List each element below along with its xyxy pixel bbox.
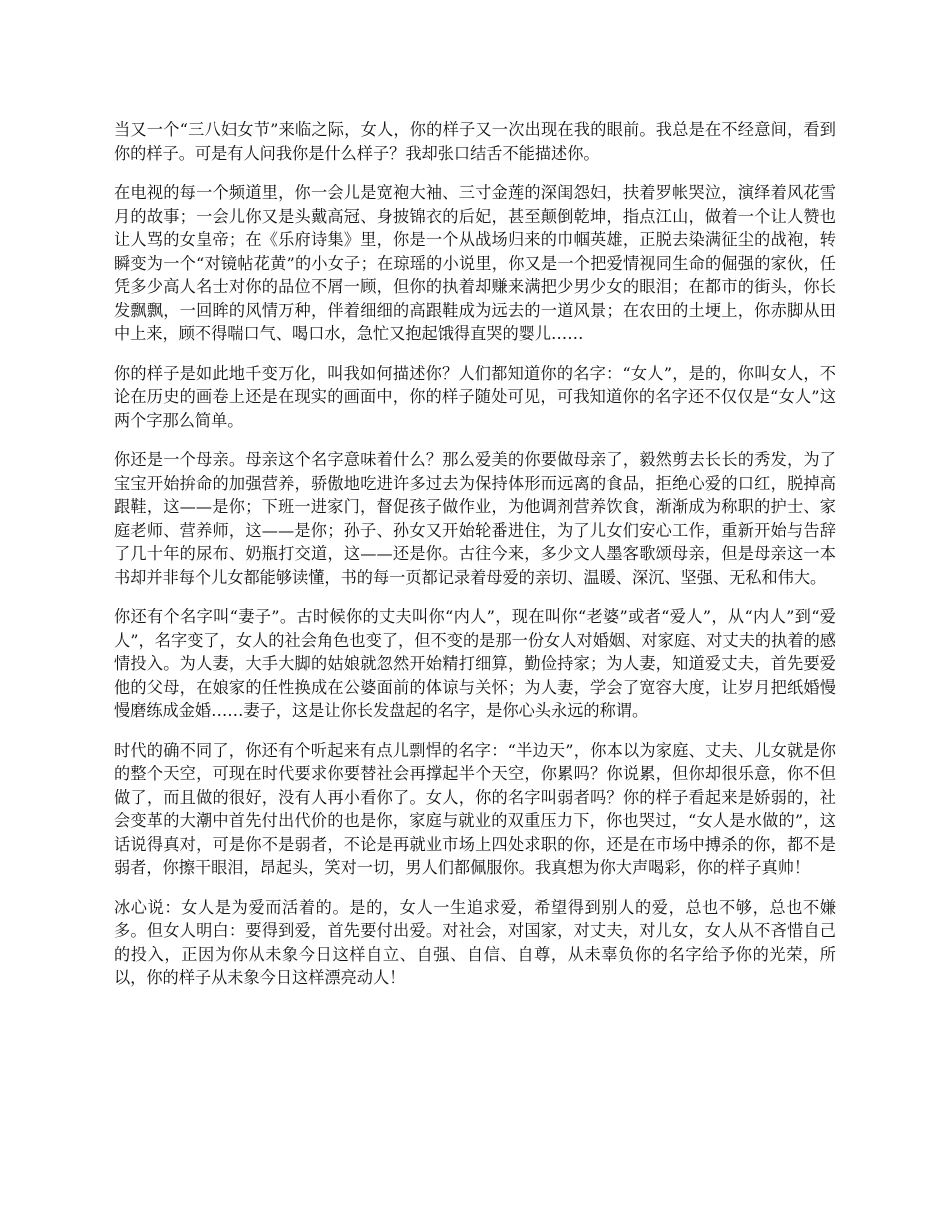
paragraph-2: 在电视的每一个频道里，你一会儿是宽袍大袖、三寸金莲的深闺怨妇，扶着罗帐哭泣，演绎着风花雪月的故事；一会儿你又是头戴高冠、身披锦衣的后妃，甚至颠倒乾坤，指点江山，做着一个让人赞也让人骂的女皇帝；在《乐府诗集》里，你是一个从战场归来的巾帼英雄，正脱去染满征尘的战袍，转瞬变为一个“对镜帖花黄”的小女子；在琼瑶的小说里，你又是一个把爱情视同生命的倔强的家伙，任凭多少高人名士对你的品位不屑一顾，但你的执着却赚来满把少男少女的眼泪；在都市的街头，你长发飘飘，一回眸的风情万种，伴着细细的高跟鞋成为远去的一道风景；在农田的土埂上，你赤脚从田中上来，顾不得喘口气、喝口水，急忙又抱起饿得直哭的婴儿…… (114, 183, 836, 343)
paragraph-1: 当又一个“三八妇女节”来临之际，女人，你的样子又一次出现在我的眼前。我总是在不经意间，看到你的样子。可是有人问我你是什么样子？我却张口结舌不能描述你。 (114, 120, 836, 163)
paragraph-6: 时代的确不同了，你还有个听起来有点儿剽悍的名字：“半边天”，你本以为家庭、丈夫、儿女就是你的整个天空，可现在时代要求你要替社会再撑起半个天空，你累吗？你说累，但你却很乐意，你不但做了，而且做的很好，没有人再小看你了。女人，你的名字叫弱者吗？你的样子看起来是娇弱的，社会变革的大潮中首先付出代价的也是你，家庭与就业的双重压力下，你也哭过，“女人是水做的”，这话说得真对，可是你不是弱者，不论是再就业市场上四处求职的你，还是在市场中搏杀的你，都不是弱者，你擦干眼泪，昂起头，笑对一切，男人们都佩服你。我真想为你大声喝彩，你的样子真帅！ (114, 740, 836, 877)
paragraph-4: 你还是一个母亲。母亲这个名字意味着什么？那么爱美的你要做母亲了，毅然剪去长长的秀发，为了宝宝开始拚命的加强营养，骄傲地吃进许多过去为保持体形而远离的食品，拒绝心爱的口红，脱掉高跟鞋，这——是你；下班一进家门，督促孩子做作业，为他调剂营养饮食，渐渐成为称职的护士、家庭老师、营养师，这——是你；孙子、孙女又开始轮番进住，为了儿女们安心工作，重新开始与告辞了几十年的尿布、奶瓶打交道，这——还是你。古往今来，多少文人墨客歌颂母亲，但是母亲这一本书却并非每个儿女都能够读懂，书的每一页都记录着母爱的亲切、温暖、深沉、坚强、无私和伟大。 (114, 450, 836, 587)
paragraph-3: 你的样子是如此地千变万化，叫我如何描述你？人们都知道你的名字：“女人”，是的，你叫女人，不论在历史的画卷上还是在现实的画面中，你的样子随处可见，可我知道你的名字还不仅仅是“女人”这两个字那么简单。 (114, 363, 836, 430)
paragraph-5: 你还有个名字叫“妻子”。古时候你的丈夫叫你“内人”，现在叫你“老婆”或者“爱人”，从“内人”到“爱人”，名字变了，女人的社会角色也变了，但不变的是那一份女人对婚姻、对家庭、对丈夫的执着的感情投入。为人妻，大手大脚的姑娘就忽然开始精打细算，勤俭持家；为人妻，知道爱丈夫，首先要爱他的父母，在娘家的任性换成在公婆面前的体谅与关怀；为人妻，学会了宽容大度，让岁月把纸婚慢慢磨练成金婚……妻子，这是让你长发盘起的名字，是你心头永远的称谓。 (114, 607, 836, 720)
paragraph-7: 冰心说：女人是为爱而活着的。是的，女人一生追求爱，希望得到别人的爱，总也不够，总也不嫌多。但女人明白：要得到爱，首先要付出爱。对社会，对国家，对丈夫，对儿女，女人从不吝惜自己的投入，正因为你从未象今日这样自立、自强、自信、自尊，从未辜负你的名字给予你的光荣，所以，你的样子从未象今日这样漂亮动人！ (114, 897, 836, 987)
article-body (114, 118, 836, 1006)
